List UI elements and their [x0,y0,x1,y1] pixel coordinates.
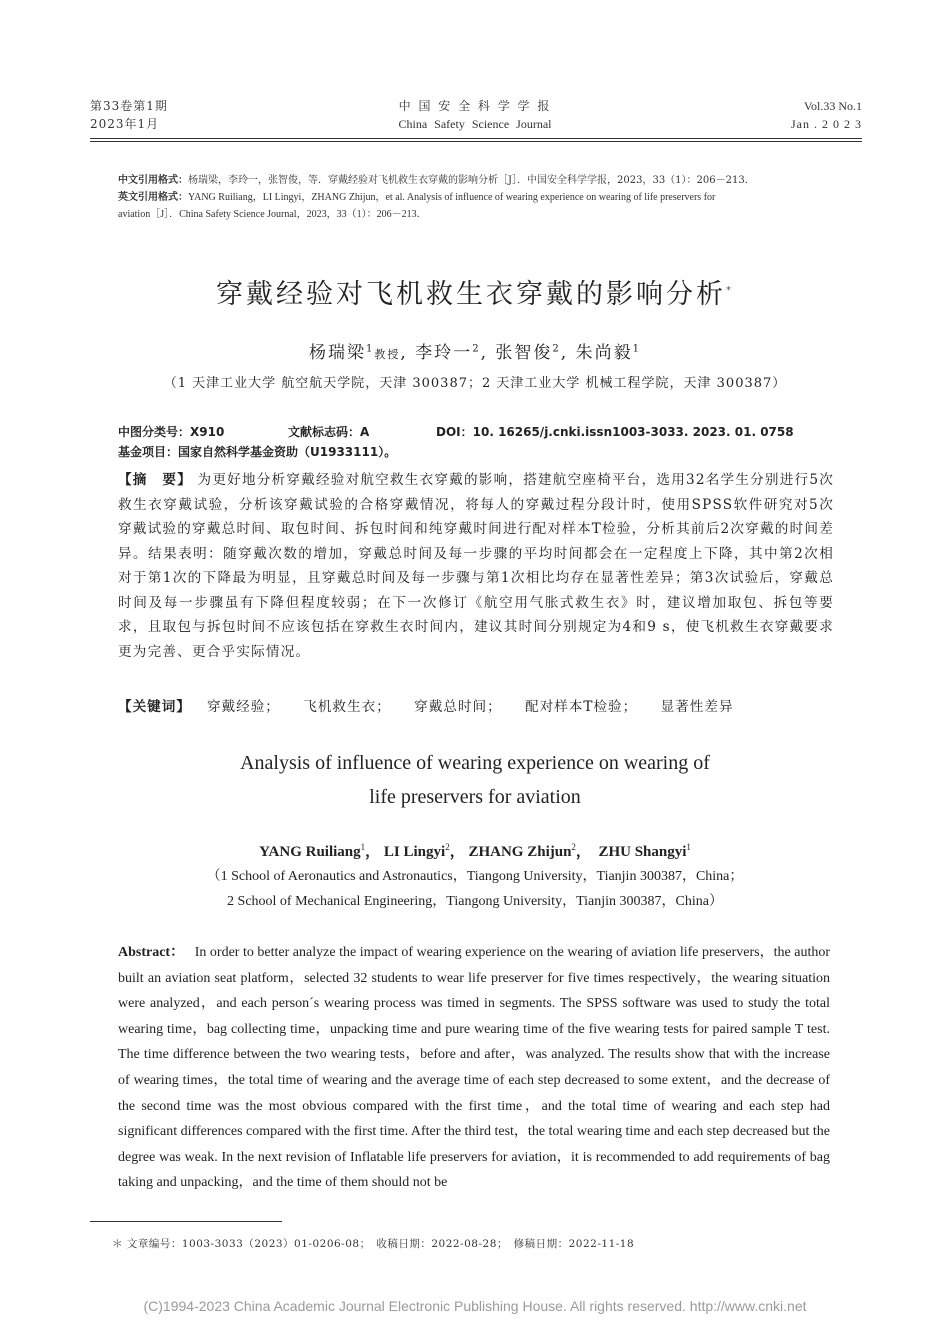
citation-en [118,189,838,206]
author-name: 朱尚毅 [575,343,633,363]
abstract-zh-text: 为更好地分析穿戴经验对航空救生衣穿戴的影响，搭建航空座椅平台，选用32名学生分别进行5次救生衣穿戴试验，分析该穿戴试验的合格穿戴情况，将每人的穿戴过程分段计时，使用SPSS软件研究对5次穿戴试验的穿戴总时间、取包时间、拆包时间和纯穿戴时间进行配对样本T检验，分析其前后2次穿戴的时间差异。结果表明：随穿戴次数的增加，穿戴总时间及每一步骤的平均时间都会在一定程度上下降，其中第2次相对于第1次的下降最为明显，且穿戴总时间及每一步骤与第1次相比均存在显著性差异；第3次试验后，穿戴总时间及每一步骤虽有下降但程度较弱；在下一次修订《航空用气胀式救生衣》时，建议增加取包、拆包等要求，且取包与拆包时间不应该包括在穿救生衣时间内，建议其时间分别规定为4和9 s，使飞机救生衣穿戴要求更为完善、更合乎实际情况。 [118,472,834,660]
author-title: 教授 [374,348,401,361]
title-footnote-mark: * [726,285,734,296]
journal-name-cn: 中 国 安 全 科 学 学 报 [398,99,552,113]
english-author-list [0,840,950,861]
citation-cn-text: 杨瑞梁，李玲一，张智俊，等．穿戴经验对飞机救生衣穿戴的影响分析［J］．中国安全科学学报，2023，33（1）：206－213． [188,175,755,186]
english-affiliation [0,864,950,914]
fund-project: 基金项目：国家自然科学基金资助（U1933111）。 [118,445,397,459]
volume-date: Jan . 2 0 2 3 [791,117,862,131]
cnki-watermark: (C)1994-2023 China Academic Journal Electronic Publishing House. All rights reserved. http://www.cnki.net [143,1298,807,1314]
author-list: 杨瑞梁$^1$教授, 李玲一$^2$, 张智俊$^2$, 朱尚毅$^1$ [309,343,641,363]
abstract-zh-label: 【摘 要】 [118,472,193,488]
english-author-affil-mark: 1 [686,842,691,852]
abstract-en [118,940,830,1196]
issue-date: 2023年1月 [90,117,160,131]
english-author-name: ZHU Shangyi [598,844,687,860]
abstract-en-label: Abstract： [118,945,185,960]
author-separator: ， [449,844,465,860]
keywords-label: 【关键词】 [118,699,191,715]
english-author-name: ZHANG Zhijun [468,844,572,860]
citation-en-cont: aviation［J］．China Safety Science Journal，2023，33（1）：206－213． [118,209,427,220]
english-author-affil-mark: 2 [445,842,450,852]
author-separator: ， [575,844,591,860]
author-affil-mark: 2 [552,343,561,355]
clc-number: 中图分类号：X910 [118,425,225,439]
author-affil-mark: 2 [472,343,481,355]
author-affil-mark: 1 [366,343,375,355]
paper-title [0,272,950,311]
keywords-zh [118,695,752,715]
citation-en-label: 英文引用格式： [118,192,188,203]
english-affiliation-line: 2 School of Mechanical Engineering，Tiangong University，Tianjin 300387，China） [227,894,723,909]
english-title [0,746,950,814]
keyword: 显著性差异 [660,699,734,715]
document-code: 文献标志码：A [288,425,370,439]
english-author-affil-mark: 1 [360,842,366,852]
issue-volume: 第33卷第1期 [90,99,168,113]
english-author-affil-mark: 2 [571,842,576,852]
abstract-en-text: In order to better analyze the impact of wearing experience on the wearing of aviation life preservers，the author built an aviation seat platform，selected 32 students to wear life preserver for five times respectively，the wearing situation were analyzed，and each person´s wearing process was timed in segments. The SPSS software was used to study the total wearing time，bag collecting time，unpacking time and pure wearing time of the five wearing tests for paired sample T test. The time difference between the two wearing tests，before and after，was analyzed. The results show that with the increase of wearing times，the total time of wearing and the average time of each step decreased to some extent，and the decrease of the second time was the most obvious compared with the first time，and the total time of wearing and each step had significant differences compared with the first time. After the third test，the total wearing time and each step decreased but the degree was weak. In the next revision of Inflatable life preservers for aviation，it is recommended to add requirements of bag taking and unpacking，and the time of them should not be [118,945,830,1191]
english-author-name: LI Lingyi [383,844,446,860]
paper-title-text: 穿戴经验对飞机救生衣穿戴的影响分析 [216,279,726,310]
english-title-line: life preservers for aviation [369,786,581,808]
citation-block [118,172,838,223]
keyword: 穿戴总时间； [414,699,502,715]
author-affiliation: （1 天津工业大学 航空航天学院，天津 300387；2 天津工业大学 机械工程学院，天津 300387） [163,376,787,391]
volume-info [791,97,862,133]
english-title-line: Analysis of influence of wearing experience on wearing of [240,752,710,774]
volume-number: Vol.33 No.1 [803,99,862,113]
author-name: 张智俊 [495,343,553,363]
header-rule-secondary [90,141,862,142]
footnote: ＊ 文章编号：1003-3033（2023）01-0206-08； 收稿日期：2022-08-28； 修稿日期：2022-11-18 [112,1238,635,1250]
citation-cn-label: 中文引用格式： [118,175,188,186]
author-affil-mark: 1 [632,343,641,355]
keyword: 配对样本T检验； [525,699,638,715]
journal-name-en: China Safety Science Journal [398,117,552,131]
citation-en-text: YANG Ruiliang，LI Lingyi，ZHANG Zhijun，et al. Analysis of influence of wearing experience on wearing of life preservers for [188,192,716,203]
doi: DOI：10. 16265/j.cnki.issn1003-3033. 2023. 01. 0758 [436,425,794,439]
footnote-rule [90,1221,282,1222]
keyword: 飞机救生衣； [303,699,391,715]
citation-cn [118,172,838,189]
keyword: 穿戴经验； [206,699,280,715]
abstract-zh [118,468,834,664]
author-name: 李玲一 [415,343,473,363]
author-name: 杨瑞梁 [309,343,367,363]
english-affiliation-line: （1 School of Aeronautics and Astronautics，Tiangong University，Tianjin 300387，China； [206,869,744,884]
english-author-name: YANG Ruiliang [259,844,361,860]
author-separator: ， [365,844,381,860]
header-rule [90,138,862,139]
